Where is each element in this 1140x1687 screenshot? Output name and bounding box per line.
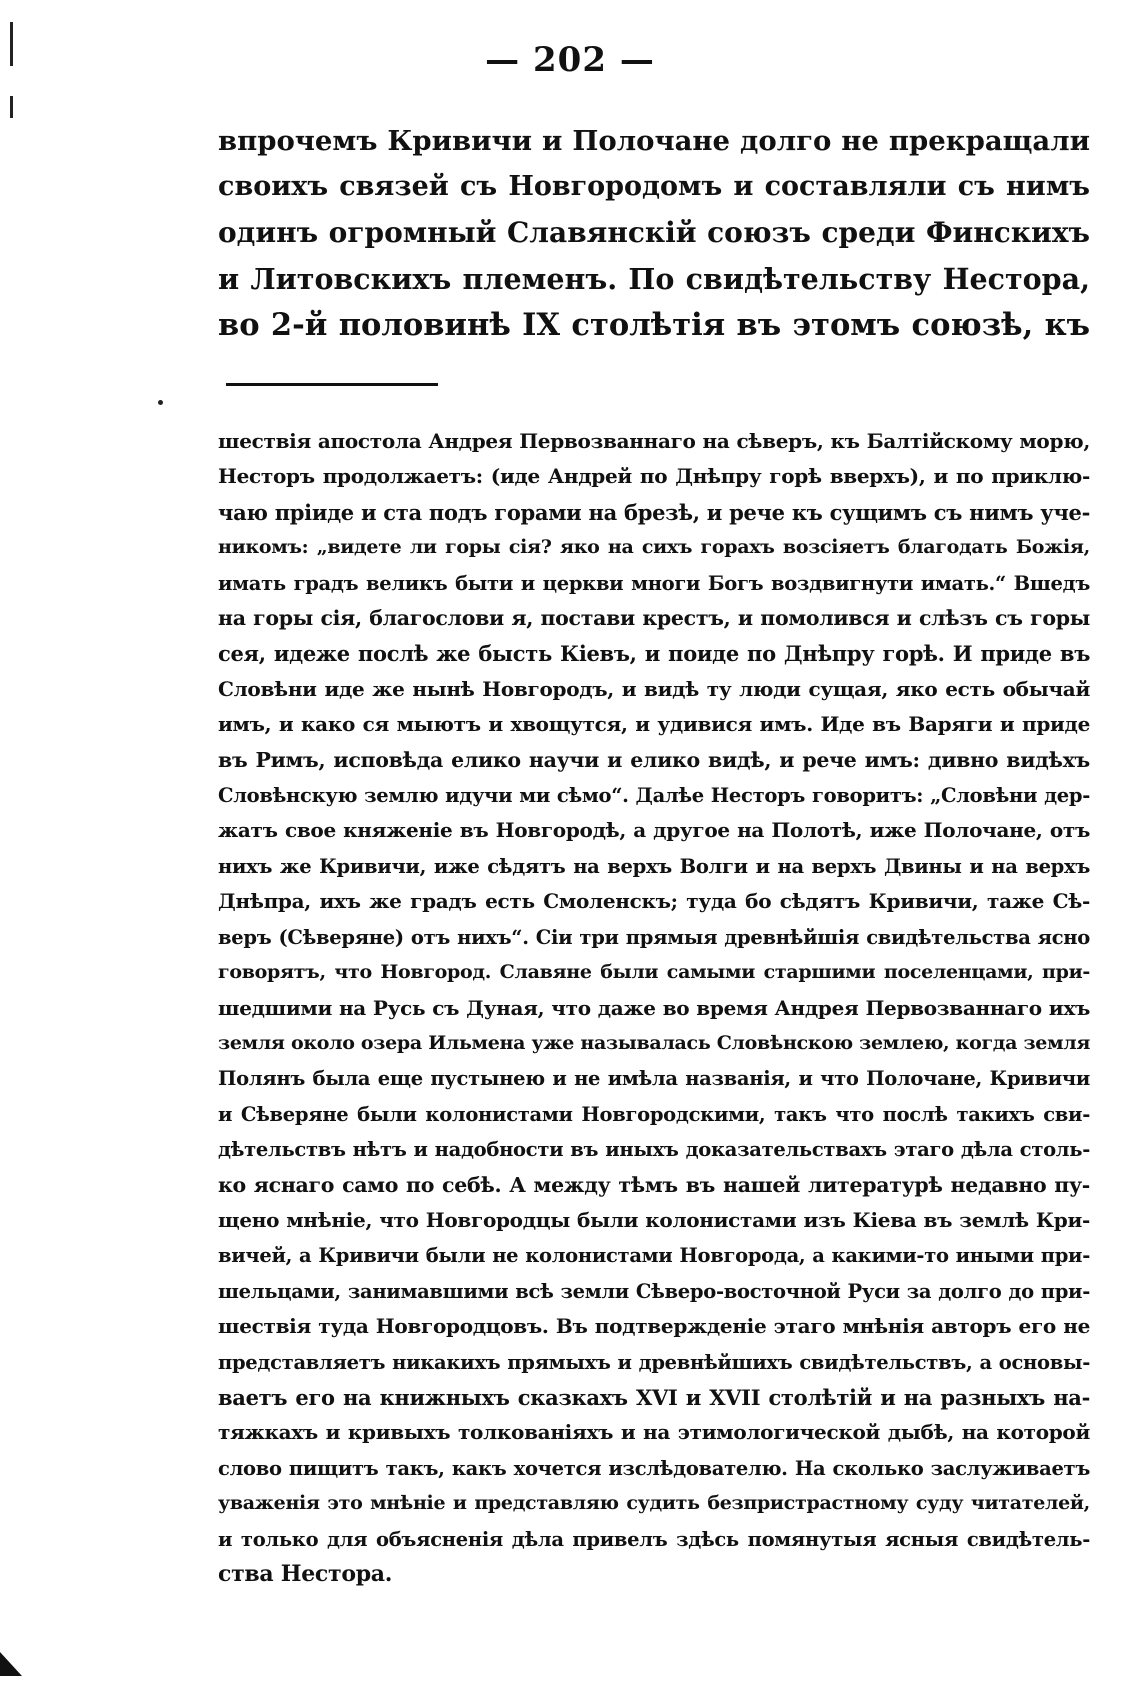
footnote-line: говорятъ, что Новгород. Славяне были самыми старшими поселенцами, при- bbox=[218, 961, 1090, 984]
footnote-line: и только для объясненія дѣла привелъ здѣсь помянутыя ясныя свидѣтель- bbox=[218, 1527, 1090, 1551]
footnote-line: шельцами, занимавшими всѣ земли Сѣверо-восточной Руси за долго до при- bbox=[218, 1279, 1090, 1303]
footnote-line: Днѣпра, ихъ же градъ есть Смоленскъ; туда бо сѣдятъ Кривичи, таже Сѣ- bbox=[218, 889, 1090, 914]
footnote-line: нихъ же Кривичи, иже сѣдятъ на верхъ Волги и на верхъ Двины и на верхъ bbox=[218, 854, 1090, 878]
main-text-line: одинъ огромный Славянскій союзъ среди Финскихъ bbox=[218, 216, 1090, 249]
footnote-line: представляетъ никакихъ прямыхъ и древнѣйшихъ свидѣтельствъ, а основы- bbox=[218, 1350, 1090, 1374]
footnote-line: Словѣни иде же нынѣ Новгородъ, и видѣ ту люди сущая, яко есть обычай bbox=[218, 676, 1090, 701]
footnote-line: шествія туда Новгородцовъ. Въ подтвержденіе этаго мнѣнія авторъ его не bbox=[218, 1314, 1090, 1339]
main-text-line: своихъ связей съ Новгородомъ и составляли съ нимъ bbox=[218, 171, 1090, 202]
footnote-line: ваетъ его на книжныхъ сказкахъ XVI и XVII столѣтій и на разныхъ на- bbox=[218, 1384, 1090, 1410]
main-text-line: и Литовскихъ племенъ. По свидѣтельству Нестора, bbox=[218, 262, 1090, 296]
footnote-line: ко яснаго само по себѣ. А между тѣмъ въ нашей литературѣ недавно пу- bbox=[218, 1172, 1090, 1197]
footnote-line: на горы сія, благослови я, постави крестъ, и помолився и слѣзъ съ горы bbox=[218, 606, 1090, 631]
footnote-line: сея, идеже послѣ же бысть Кіевъ, и поиде по Днѣпру горѣ. И приде въ bbox=[218, 641, 1090, 667]
footnote-line: дѣтельствъ нѣтъ и надобности въ иныхъ доказательствахъ этаго дѣла столь- bbox=[218, 1138, 1090, 1162]
footnote-line: жатъ свое княженіе въ Новгородѣ, а другое на Полотѣ, иже Полочане, отъ bbox=[218, 818, 1090, 843]
footnote-line: Словѣнскую землю идучи ми сѣмо“. Далѣе Несторъ говоритъ: „Словѣни дер- bbox=[218, 784, 1090, 808]
footnote-divider bbox=[226, 383, 438, 386]
page-corner-mark bbox=[0, 1652, 22, 1676]
footnote-line: чаю пріиде и ста подъ горами на брезѣ, и рече къ сущимъ съ нимъ уче- bbox=[218, 499, 1090, 525]
footnote-line: ства Нестора. bbox=[218, 1561, 393, 1587]
footnote-line: Полянъ была еще пустынею и не имѣла названія, и что Полочане, Кривичи bbox=[218, 1067, 1090, 1091]
footnote bbox=[218, 424, 1090, 1592]
footnote-line: Несторъ продолжаетъ: (иде Андрей по Днѣпру горѣ вверхъ), и по приклю- bbox=[218, 464, 1090, 489]
footnote-line: уваженія это мнѣніе и представляю судить безпристрастному суду читателей, bbox=[218, 1492, 1090, 1515]
footnote-line: тяжкахъ и кривыхъ толкованіяхъ и на этимологической дыбѣ, на которой bbox=[218, 1420, 1090, 1445]
footnote-line: шествія апостола Андрея Первозваннаго на сѣверъ, къ Балтійскому морю, bbox=[218, 429, 1090, 453]
margin-dot bbox=[158, 400, 163, 405]
footnote-line: шедшими на Русь съ Дуная, что даже во время Андрея Первозваннаго ихъ bbox=[218, 995, 1090, 1020]
footnote-line: вичей, а Кривичи были не колонистами Новгорода, а какими-то иными при- bbox=[218, 1244, 1090, 1268]
main-text-line: во 2-й половинѣ IX столѣтія въ этомъ союзѣ, къ bbox=[218, 307, 1090, 343]
footnote-line: щено мнѣніе, что Новгородцы были колонистами изъ Кіева въ землѣ Кри- bbox=[218, 1207, 1090, 1232]
page-edge-mark bbox=[10, 96, 13, 118]
page-number: — 202 — bbox=[485, 40, 655, 80]
main-text-line: впрочемъ Кривичи и Полочане долго не прекращали bbox=[218, 125, 1090, 157]
footnote-line: веръ (Сѣверяне) отъ нихъ“. Сіи три прямыя древнѣйшія свидѣтельства ясно bbox=[218, 925, 1090, 949]
footnote-line: имать градъ великъ быти и церкви многи Богъ воздвигнути имать.“ Вшедъ bbox=[218, 571, 1090, 595]
footnote-line: и Сѣверяне были колонистами Новгородскими, такъ что послѣ такихъ сви- bbox=[218, 1102, 1090, 1126]
footnote-line: земля около озера Ильмена уже называлась Словѣнскою землею, когда земля bbox=[218, 1031, 1091, 1054]
footnote-line: имъ, и како ся мыютъ и хвощутся, и удивися имъ. Иде въ Варяги и приде bbox=[218, 712, 1090, 737]
footnote-line: никомъ: „видете ли горы сія? яко на сихъ горахъ возсіяетъ благодать Божія, bbox=[218, 536, 1090, 559]
footnote-line: слово пищитъ такъ, какъ хочется изслѣдователю. На сколько заслуживаетъ bbox=[218, 1456, 1090, 1480]
footnote-line: въ Римъ, исповѣда елико научи и елико видѣ, и рече имъ: дивно видѣхъ bbox=[218, 747, 1090, 772]
main-text bbox=[218, 118, 1090, 348]
